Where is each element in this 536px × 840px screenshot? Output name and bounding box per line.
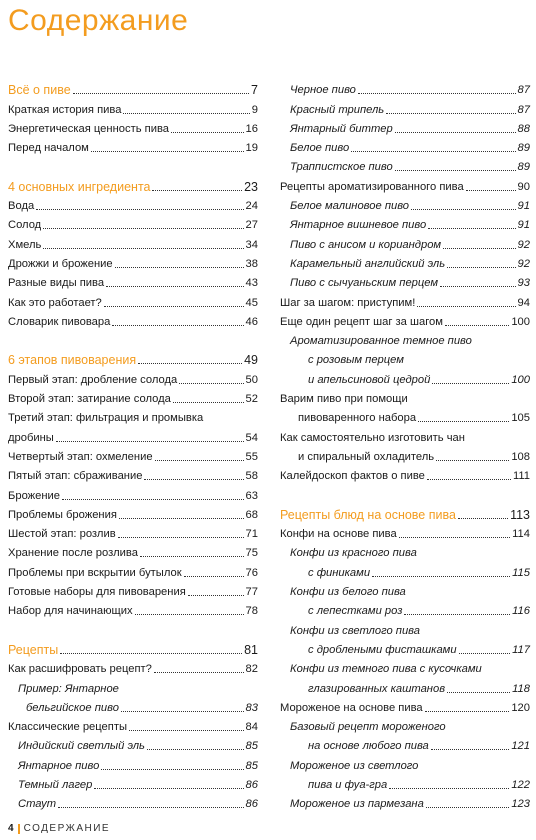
toc-entry-title: Янтарное пиво — [18, 759, 100, 772]
dot-leader — [411, 209, 516, 210]
toc-entry[interactable] — [280, 715, 530, 734]
toc-page-number: 78 — [245, 605, 258, 618]
toc-page-number: 24 — [245, 200, 258, 213]
toc-entry-title: с лепестками роз — [308, 605, 403, 618]
dot-leader — [154, 672, 244, 673]
toc-page-number: 92 — [517, 238, 530, 251]
toc-entry[interactable] — [8, 117, 258, 136]
toc-entry-title: пивоваренного набора — [298, 412, 417, 425]
dot-leader — [432, 383, 509, 384]
dot-leader — [386, 113, 515, 114]
toc-page-number: 86 — [245, 798, 258, 811]
toc-entry-title: Стаут — [18, 798, 57, 811]
toc-page-number: 45 — [245, 296, 258, 309]
toc-entry[interactable] — [280, 252, 530, 271]
toc-entry[interactable] — [280, 580, 530, 599]
toc-entry-title: Варим пиво при помощи — [280, 393, 408, 406]
toc-entry[interactable] — [8, 252, 258, 271]
toc-page-number: 49 — [244, 353, 258, 368]
toc-entry[interactable] — [280, 136, 530, 155]
toc-entry[interactable] — [8, 676, 258, 695]
dot-leader — [171, 132, 244, 133]
dot-leader — [129, 730, 244, 731]
dot-leader — [399, 537, 510, 538]
toc-entry-title: Красный трипель — [290, 103, 385, 116]
dot-leader — [91, 151, 244, 152]
toc-page-number: 93 — [517, 277, 530, 290]
toc-entry[interactable] — [280, 329, 530, 348]
dot-leader — [179, 383, 243, 384]
toc-entry-title: Черное пиво — [290, 84, 356, 97]
toc-entry[interactable] — [280, 696, 530, 715]
toc-entry-title: Конфи из темного пива с кусочками — [290, 663, 482, 676]
toc-entry-title: Как расшифровать рецепт? — [8, 663, 152, 676]
toc-entry-title: Классические рецепты — [8, 721, 127, 734]
footer-divider — [18, 824, 20, 834]
toc-entry-title: Хмель — [8, 238, 42, 251]
toc-page-number: 50 — [245, 373, 258, 386]
toc-page-number: 63 — [245, 489, 258, 502]
toc-entry[interactable] — [280, 676, 530, 695]
toc-entry[interactable] — [8, 194, 258, 213]
toc-entry[interactable] — [280, 464, 530, 483]
dot-leader — [60, 653, 242, 654]
toc-page-number: 88 — [517, 122, 530, 135]
toc-entry[interactable] — [8, 367, 258, 386]
toc-entry[interactable] — [280, 753, 530, 772]
toc-section-heading[interactable] — [8, 638, 258, 657]
toc-entry[interactable] — [280, 290, 530, 309]
dot-leader — [431, 749, 510, 750]
toc-section-heading[interactable] — [8, 348, 258, 367]
dot-leader — [121, 711, 244, 712]
toc-entry-title: глазированных каштанов — [308, 682, 446, 695]
dot-leader — [138, 363, 242, 364]
dot-leader — [119, 518, 244, 519]
toc-entry[interactable] — [8, 541, 258, 560]
toc-entry-title: Всё о пиве — [8, 83, 71, 98]
toc-entry-title: Конфи из красного пива — [290, 547, 417, 560]
toc-entry-title: Набор для начинающих — [8, 605, 133, 618]
dot-leader — [428, 228, 515, 229]
toc-entry[interactable] — [280, 425, 530, 444]
toc-page-number: 87 — [517, 84, 530, 97]
dot-leader — [112, 325, 243, 326]
toc-entry[interactable] — [8, 387, 258, 406]
dot-leader — [459, 653, 511, 654]
toc-entry[interactable] — [280, 734, 530, 753]
toc-entry[interactable] — [8, 290, 258, 309]
toc-page-number: 16 — [245, 122, 258, 135]
toc-spacer — [8, 155, 258, 174]
toc-entry-title: Белое малиновое пиво — [290, 200, 410, 213]
toc-entry-title: с дроблеными фисташками — [308, 643, 457, 656]
dot-leader — [404, 614, 510, 615]
toc-entry-title: на основе любого пива — [308, 740, 429, 753]
toc-entry-title: Проблемы при вскрытии бутылок — [8, 566, 182, 579]
toc-page-number: 76 — [245, 566, 258, 579]
dot-leader — [56, 441, 244, 442]
toc-entry-title: Второй этап: затирание солода — [8, 393, 171, 406]
toc-entry[interactable] — [8, 445, 258, 464]
dot-leader — [101, 769, 243, 770]
toc-entry-title: Янтарный биттер — [290, 122, 393, 135]
toc-entry-title: Конфи на основе пива — [280, 528, 397, 541]
toc-entry-title: Третий этап: фильтрация и промывка — [8, 412, 204, 425]
toc-entry-title: с финиками — [308, 566, 371, 579]
toc-entry-title: Как самостоятельно изготовить чан — [280, 431, 465, 444]
toc-page-number: 122 — [511, 778, 530, 791]
toc-entry[interactable] — [8, 657, 258, 676]
toc-page-number: 87 — [517, 103, 530, 116]
toc-entry[interactable] — [8, 560, 258, 579]
toc-entry-title: Дрожжи и брожение — [8, 257, 113, 270]
toc-entry[interactable] — [280, 618, 530, 637]
toc-entry-title: с розовым перцем — [308, 354, 404, 367]
toc-entry[interactable] — [280, 232, 530, 251]
toc-page-number: 120 — [511, 701, 530, 714]
toc-page-number: 85 — [245, 759, 258, 772]
toc-page-number: 89 — [517, 142, 530, 155]
toc-page-number: 115 — [512, 566, 530, 579]
dot-leader — [140, 556, 244, 557]
dot-leader — [351, 151, 515, 152]
toc-entry-title: Пиво с сычуаньским перцем — [290, 277, 439, 290]
toc-page-number: 84 — [245, 721, 258, 734]
toc-entry[interactable] — [280, 560, 530, 579]
toc-entry-title: Четвертый этап: охмеление — [8, 450, 153, 463]
toc-page-number: 7 — [251, 83, 258, 98]
dot-leader — [123, 113, 249, 114]
toc-column-left — [8, 78, 258, 811]
toc-entry[interactable] — [8, 406, 258, 425]
toc-entry-title: Шаг за шагом: приступим! — [280, 296, 416, 309]
toc-entry[interactable] — [280, 174, 530, 193]
toc-entry-title: Разные виды пива — [8, 277, 105, 290]
dot-leader — [135, 614, 244, 615]
toc-entry-title: Ароматизированное темное пиво — [290, 335, 472, 348]
toc-entry[interactable] — [280, 792, 530, 811]
toc-page-number: 91 — [517, 219, 530, 232]
toc-page-number: 111 — [512, 470, 530, 483]
toc-page-number: 27 — [245, 219, 258, 232]
toc-entry-title: Пятый этап: сбраживание — [8, 470, 143, 483]
toc-entry[interactable] — [280, 310, 530, 329]
dot-leader — [43, 248, 243, 249]
toc-entry-title: Янтарное вишневое пиво — [290, 219, 427, 232]
toc-page-number: 77 — [245, 586, 258, 599]
toc-page-number: 114 — [512, 528, 530, 541]
dot-leader — [62, 499, 244, 500]
toc-page-number: 108 — [511, 450, 530, 463]
toc-entry[interactable] — [8, 232, 258, 251]
toc-entry[interactable] — [8, 696, 258, 715]
page-footer — [8, 823, 110, 834]
dot-leader — [115, 267, 244, 268]
toc-page-number: 52 — [245, 393, 258, 406]
toc-page-number: 82 — [245, 663, 258, 676]
toc-page-number: 86 — [245, 778, 258, 791]
toc-entry[interactable] — [280, 194, 530, 213]
toc-entry-title: Индийский светлый эль — [18, 740, 145, 753]
dot-leader — [395, 170, 516, 171]
toc-entry-title: Рецепты — [8, 642, 59, 657]
toc-entry-title: бельгийское пиво — [26, 701, 119, 714]
toc-entry[interactable] — [280, 773, 530, 792]
toc-entry-title: 6 этапов пивоварения — [8, 353, 137, 368]
dot-leader — [443, 248, 515, 249]
page-number: 4 — [8, 823, 14, 834]
dot-leader — [389, 788, 509, 789]
toc-page-number: 9 — [251, 103, 258, 116]
toc-page-number: 121 — [511, 740, 530, 753]
toc-spacer — [280, 483, 530, 502]
toc-page-number: 34 — [245, 238, 258, 251]
toc-entry[interactable] — [280, 117, 530, 136]
dot-leader — [445, 325, 509, 326]
toc-entry-title: пива и фуа-гра — [308, 778, 388, 791]
dot-leader — [188, 595, 244, 596]
toc-entry-title: дробины — [8, 431, 54, 444]
toc-entry-title: Конфи из белого пива — [290, 586, 406, 599]
dot-leader — [147, 749, 244, 750]
toc-entry-title: Краткая история пива — [8, 103, 122, 116]
toc-entry[interactable] — [8, 599, 258, 618]
toc-page-number: 100 — [511, 373, 530, 386]
dot-leader — [152, 190, 242, 191]
toc-entry-title: Траппистское пиво — [290, 161, 393, 174]
toc-page-number: 100 — [511, 315, 530, 328]
toc-entry[interactable] — [8, 792, 258, 811]
toc-entry-title: и спиральный охладитель — [298, 450, 435, 463]
dot-leader — [436, 460, 509, 461]
toc-entry[interactable] — [280, 445, 530, 464]
toc-page-number: 23 — [244, 179, 258, 194]
toc-section-heading[interactable] — [8, 174, 258, 193]
toc-page-number: 68 — [245, 508, 258, 521]
dot-leader — [372, 576, 510, 577]
toc-page-number: 38 — [245, 257, 258, 270]
toc-entry-title: Мороженое из пармезана — [290, 798, 424, 811]
footer-section-label: СОДЕРЖАНИЕ — [23, 823, 111, 834]
toc-page-number: 54 — [245, 431, 258, 444]
toc-column-right — [280, 78, 530, 811]
toc-entry-title: Конфи из светлого пива — [290, 624, 420, 637]
toc-entry[interactable] — [280, 541, 530, 560]
toc-page-number: 113 — [510, 507, 530, 522]
toc-entry[interactable] — [8, 734, 258, 753]
toc-entry[interactable] — [280, 522, 530, 541]
toc-entry[interactable] — [280, 348, 530, 367]
toc-entry-title: Шестой этап: розлив — [8, 528, 116, 541]
dot-leader — [427, 479, 511, 480]
toc-entry[interactable] — [8, 522, 258, 541]
toc-entry[interactable] — [280, 78, 530, 97]
toc-entry-title: Рецепты ароматизированного пива — [280, 180, 464, 193]
toc-page-number: 19 — [245, 142, 258, 155]
dot-leader — [466, 190, 516, 191]
toc-page-number: 94 — [517, 296, 530, 309]
dot-leader — [43, 228, 243, 229]
toc-entry[interactable] — [8, 753, 258, 772]
toc-page-number: 85 — [245, 740, 258, 753]
toc-page-number: 58 — [245, 470, 258, 483]
dot-leader — [418, 421, 509, 422]
toc-page-number: 91 — [517, 200, 530, 213]
toc-entry[interactable] — [280, 155, 530, 174]
toc-entry-title: Темный лагер — [18, 778, 93, 791]
toc-page-number: 43 — [245, 277, 258, 290]
dot-leader — [447, 692, 510, 693]
toc-entry[interactable] — [280, 97, 530, 116]
page-title: Содержание — [8, 4, 189, 37]
dot-leader — [106, 286, 243, 287]
toc-entry-title: Перед началом — [8, 142, 89, 155]
dot-leader — [36, 209, 243, 210]
dot-leader — [94, 788, 243, 789]
toc-entry-title: Еще один рецепт шаг за шагом — [280, 315, 443, 328]
toc-section-heading[interactable] — [280, 503, 530, 522]
dot-leader — [425, 711, 510, 712]
toc-entry[interactable] — [280, 271, 530, 290]
toc-entry-title: Первый этап: дробление солода — [8, 373, 178, 386]
dot-leader — [155, 460, 244, 461]
toc-entry[interactable] — [8, 464, 258, 483]
toc-page-number: 117 — [512, 643, 530, 656]
dot-leader — [358, 93, 516, 94]
dot-leader — [440, 286, 515, 287]
toc-entry[interactable] — [280, 599, 530, 618]
dot-leader — [184, 576, 244, 577]
toc-entry[interactable] — [280, 406, 530, 425]
toc-entry-title: Базовый рецепт мороженого — [290, 721, 446, 734]
toc-entry-title: Словарик пивовара — [8, 315, 111, 328]
toc-entry[interactable] — [8, 425, 258, 444]
toc-entry-title: Пример: Янтарное — [18, 682, 119, 695]
dot-leader — [144, 479, 243, 480]
toc-page-number: 118 — [512, 682, 530, 695]
dot-leader — [447, 267, 515, 268]
toc-entry-title: Мороженое на основе пива — [280, 701, 423, 714]
dot-leader — [458, 518, 508, 519]
toc-entry-title: Как это работает? — [8, 296, 102, 309]
toc-page-number: 75 — [245, 547, 258, 560]
toc-page-number: 123 — [511, 798, 530, 811]
toc-entry[interactable] — [8, 715, 258, 734]
toc-spacer — [8, 618, 258, 637]
toc-entry[interactable] — [280, 213, 530, 232]
toc-entry-title: Мороженое из светлого — [290, 759, 419, 772]
dot-leader — [173, 402, 244, 403]
dot-leader — [104, 306, 244, 307]
dot-leader — [58, 807, 244, 808]
toc-entry-title: Готовые наборы для пивоварения — [8, 586, 186, 599]
toc-entry-title: Хранение после розлива — [8, 547, 138, 560]
dot-leader — [417, 306, 515, 307]
toc-page-number: 116 — [512, 605, 530, 618]
toc-page-number: 71 — [245, 528, 258, 541]
toc-entry-title: Энергетическая ценность пива — [8, 122, 169, 135]
toc-entry-title: Рецепты блюд на основе пива — [280, 507, 456, 522]
dot-leader — [73, 93, 249, 94]
toc-entry[interactable] — [8, 773, 258, 792]
toc-page-number: 83 — [245, 701, 258, 714]
toc-entry[interactable] — [8, 136, 258, 155]
toc-entry-title: Карамельный английский эль — [290, 257, 446, 270]
toc-entry[interactable] — [8, 213, 258, 232]
toc-entry-title: Пиво с анисом и кориандром — [290, 238, 442, 251]
toc-page-number: 81 — [244, 642, 258, 657]
toc-entry-title: Проблемы брожения — [8, 508, 117, 521]
dot-leader — [426, 807, 510, 808]
toc-entry[interactable] — [8, 503, 258, 522]
toc-entry-title: и апельсиновой цедрой — [308, 373, 431, 386]
toc-entry[interactable] — [280, 387, 530, 406]
toc-entry[interactable] — [280, 367, 530, 386]
toc-page-number: 46 — [245, 315, 258, 328]
toc-entry-title: 4 основных ингредиента — [8, 179, 151, 194]
toc-entry[interactable] — [8, 97, 258, 116]
toc-entry[interactable] — [8, 271, 258, 290]
toc-spacer — [8, 329, 258, 348]
toc-entry[interactable] — [280, 638, 530, 657]
dot-leader — [395, 132, 516, 133]
toc-page-number: 92 — [517, 257, 530, 270]
toc-entry-title: Брожение — [8, 489, 61, 502]
dot-leader — [118, 537, 244, 538]
toc-entry-title: Солод — [8, 219, 42, 232]
toc-entry-title: Белое пиво — [290, 142, 350, 155]
toc-section-heading[interactable] — [8, 78, 258, 97]
toc-entry[interactable] — [8, 580, 258, 599]
toc-page-number: 105 — [511, 412, 530, 425]
toc-entry-title: Калейдоскоп фактов о пиве — [280, 470, 425, 483]
toc-entry[interactable] — [8, 310, 258, 329]
toc-entry-title: Вода — [8, 200, 35, 213]
toc-page-number: 89 — [517, 161, 530, 174]
toc-page-number: 90 — [517, 180, 530, 193]
toc-page-number: 55 — [245, 450, 258, 463]
toc-entry[interactable] — [280, 657, 530, 676]
toc-entry[interactable] — [8, 483, 258, 502]
